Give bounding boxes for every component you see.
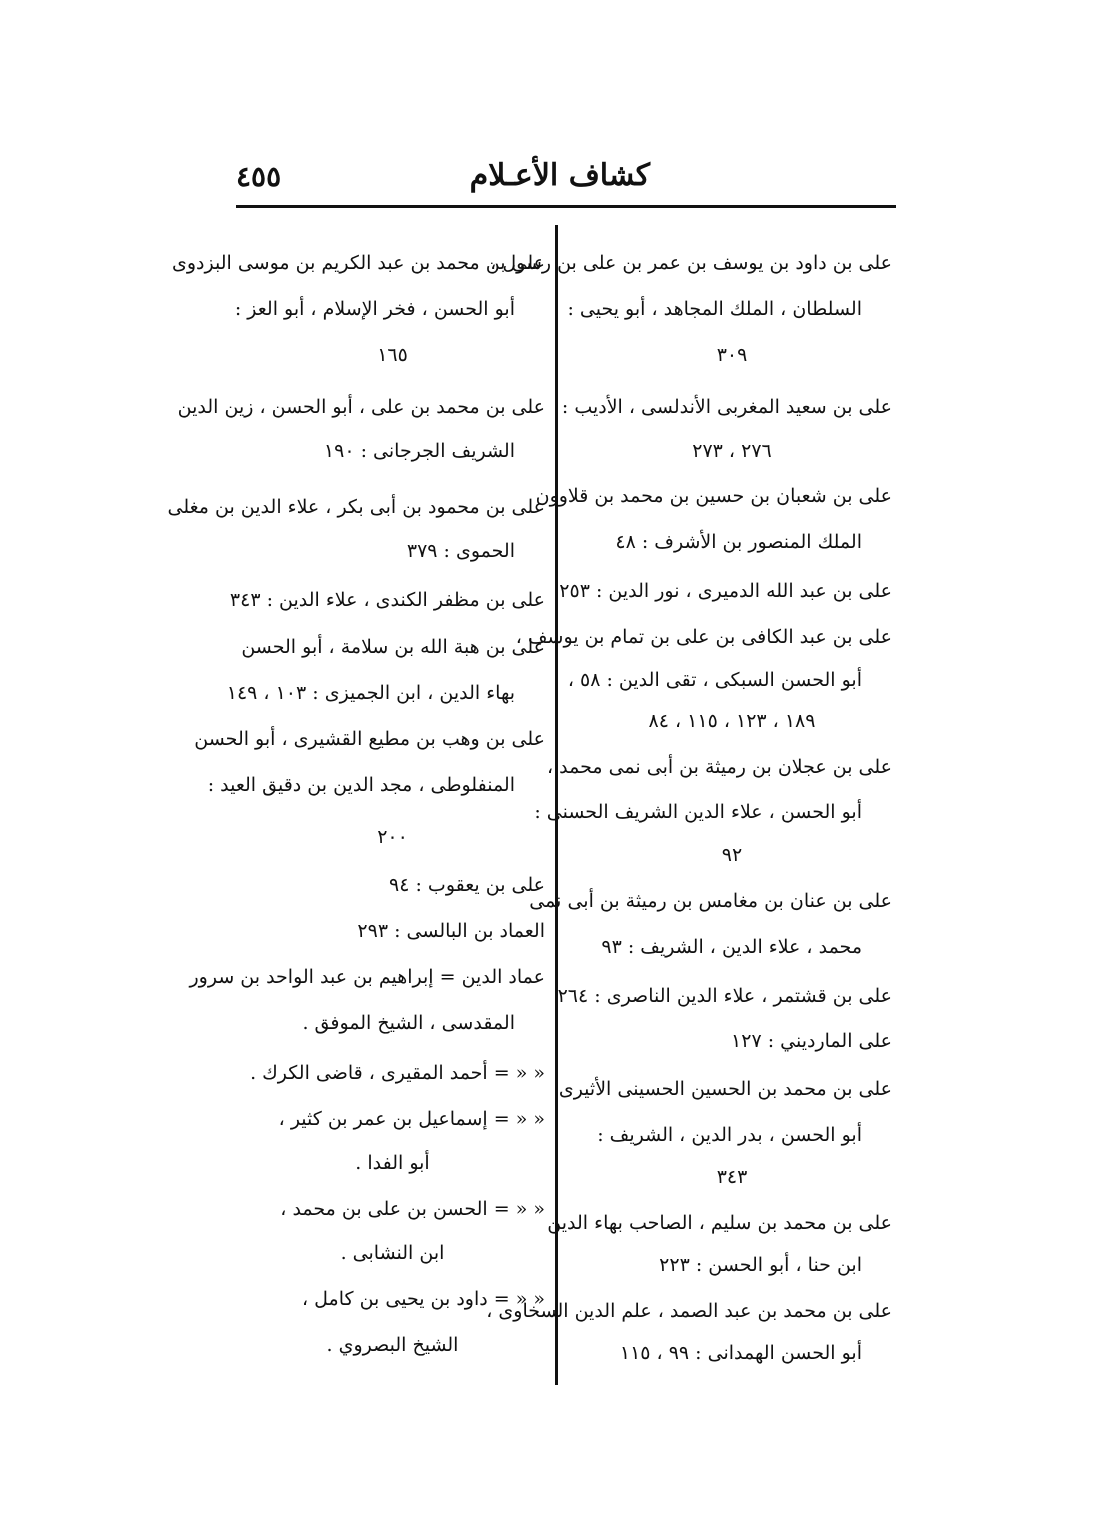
index-entry: ٣٠٩ xyxy=(716,344,748,366)
index-entry: ٣٤٣ xyxy=(716,1166,748,1188)
index-entry: على بن داود بن يوسف بن عمر بن على بن رسول ، xyxy=(490,252,892,274)
index-entry: على بن هبة الله بن سلامة ، أبو الحسن xyxy=(241,636,545,658)
index-entry: على بن عبد الله الدميرى ، نور الدين : ٢٥٣ xyxy=(559,580,892,602)
index-entry: أبو الحسن ، علاء الدين الشريف الحسنى : xyxy=(534,801,862,823)
index-entry: على بن مظفر الكندى ، علاء الدين : ٣٤٣ xyxy=(229,589,545,611)
index-entry: على بن سعيد المغربى الأندلسى ، الأديب : xyxy=(561,396,892,418)
index-entry: ٩٢ xyxy=(721,844,743,866)
index-entry: « « = الحسن بن على بن محمد ، xyxy=(280,1198,545,1220)
header-rule xyxy=(236,205,896,208)
index-entry: « « = أحمد المقيرى ، قاضى الكرك . xyxy=(250,1062,545,1084)
index-entry: أبو الحسن ، بدر الدين ، الشريف : xyxy=(597,1124,862,1146)
page-title: كشاف الأعـلام xyxy=(469,158,650,193)
index-entry: ٢٠٠ xyxy=(377,826,408,848)
index-entry: « « = داود بن يحيى بن كامل ، xyxy=(301,1288,545,1310)
index-entry: على بن يعقوب : ٩٤ xyxy=(389,874,545,896)
index-entry: على بن شعبان بن حسين بن محمد بن قلاوون xyxy=(535,485,892,507)
index-entry: « « = إسماعيل بن عمر بن كثير ، xyxy=(278,1108,545,1130)
index-entry: على بن محمد بن سليم ، الصاحب بهاء الدين xyxy=(547,1212,892,1234)
index-entry: على بن عبد الكافى بن على بن تمام بن يوسف ، xyxy=(515,626,892,648)
index-entry: على بن محمود بن أبى بكر ، علاء الدين بن مغلى xyxy=(167,496,545,518)
index-entry: على بن عنان بن مغامس بن رميثة بن أبى نمى xyxy=(529,890,892,912)
index-entry: الملك المنصور بن الأشرف : ٤٨ xyxy=(615,531,862,553)
index-entry: المقدسى ، الشيخ الموفق . xyxy=(302,1012,515,1034)
index-entry: ١٨٩ ، ١٢٣ ، ١١٥ ، ٨٤ xyxy=(648,710,816,732)
index-entry: الشريف الجرجانى : ١٩٠ xyxy=(323,440,515,462)
index-entry: أبو الحسن الهمدانى : ٩٩ ، ١١٥ xyxy=(619,1342,862,1364)
index-entry: الشيخ البصروي . xyxy=(326,1334,459,1356)
page-number: ٤٥٥ xyxy=(236,160,282,193)
index-entry: على المارديني : ١٢٧ xyxy=(731,1030,892,1052)
index-entry: على بن محمد بن الحسين الحسينى الأثيرى xyxy=(558,1078,892,1100)
index-entry: محمد ، علاء الدين ، الشريف : ٩٣ xyxy=(601,936,862,958)
index-entry: العماد بن البالسى : ٢٩٣ xyxy=(357,920,545,942)
index-entry: على بن محمد بن على ، أبو الحسن ، زين الدين xyxy=(177,396,545,418)
index-entry: أبو الحسن ، فخر الإسلام ، أبو العز : xyxy=(234,298,515,320)
index-entry: على بن عجلان بن رميثة بن أبى نمى محمد ، xyxy=(546,756,892,778)
index-entry: ٢٧٦ ، ٢٧٣ xyxy=(692,440,772,462)
index-entry: ابن حنا ، أبو الحسن : ٢٢٣ xyxy=(659,1254,862,1276)
index-entry: المنفلوطى ، مجد الدين بن دقيق العيد : xyxy=(207,774,515,796)
index-entry: على بن قشتمر ، علاء الدين الناصرى : ٢٦٤ xyxy=(557,985,892,1007)
index-entry: على بن محمد بن عبد الصمد ، علم الدين السخاوى ، xyxy=(486,1300,892,1322)
index-entry: عماد الدين = إبراهيم بن عبد الواحد بن سرور xyxy=(189,966,545,988)
index-entry: بهاء الدين ، ابن الجميزى : ١٠٣ ، ١٤٩ xyxy=(226,682,515,704)
index-entry: أبو الحسن السبكى ، تقى الدين : ٥٨ ، xyxy=(567,669,862,691)
index-entry: السلطان ، الملك المجاهد ، أبو يحيى : xyxy=(567,298,862,320)
index-entry: ابن النشابى . xyxy=(340,1242,445,1264)
index-entry: أبو الفدا . xyxy=(355,1152,430,1174)
index-entry: الحموى : ٣٧٩ xyxy=(406,540,515,562)
index-entry: على بن محمد بن عبد الكريم بن موسى البزدوى xyxy=(172,252,545,274)
index-entry: على بن وهب بن مطيع القشيرى ، أبو الحسن xyxy=(194,728,545,750)
index-entry: ١٦٥ xyxy=(377,344,408,366)
